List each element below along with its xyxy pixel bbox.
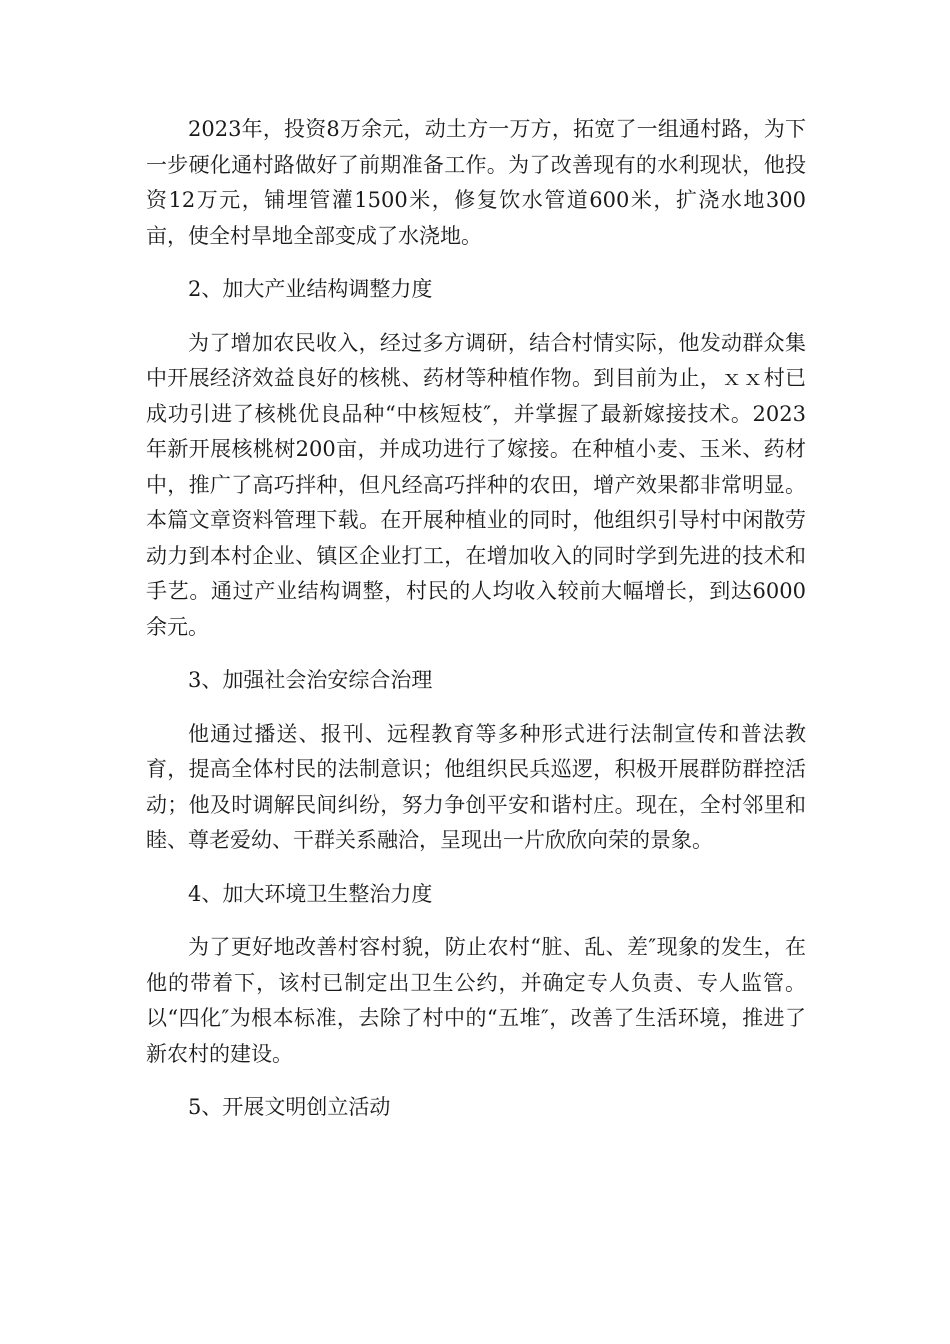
- paragraph-environment: 为了更好地改善村容村貌，防止农村“脏、乱、差″现象的发生，在他的带着下，该村已制定出卫生公约，并确定专人负责、专人监管。以“四化″为根本标准，去除了村中的“五堆″，改善了生活环境，推进了新农村的建设。: [146, 935, 806, 1066]
- section-heading-3: 3、加强社会治安综合治理: [188, 668, 433, 692]
- document-page: [146, 112, 806, 1144]
- section-heading-5: 5、开展文明创立活动: [188, 1095, 391, 1119]
- section-heading-4: 4、加大环境卫生整治力度: [188, 881, 433, 906]
- paragraph-security: 他通过播送、报刊、远程教育等多种形式进行法制宣传和普法教育，提高全体村民的法制意识；他组织民兵巡逻，积极开展群防群控活动；他及时调解民间纠纷，努力争创平安和谐村庄。现在，全村邻里和睦、尊老爱幼、干群关系融洽，呈现出一片欣欣向荣的景象。: [146, 721, 806, 852]
- paragraph-infrastructure: 2023年，投资8万余元，动土方一万方，拓宽了一组通村路，为下一步硬化通村路做好了前期准备工作。为了改善现有的水利现状，他投资12万元，铺埋管灌1500米，修复饮水管道600米，扩浇水地300亩，使全村旱地全部变成了水浇地。: [146, 117, 806, 248]
- paragraph-industry: 为了增加农民收入，经过多方调研，结合村情实际，他发动群众集中开展经济效益良好的核桃、药材等种植作物。到目前为止，ｘｘ村已成功引进了核桃优良品种“中核短枝″，并掌握了最新嫁接技术。2023年新开展核桃树200亩，并成功进行了嫁接。在种植小麦、玉米、药材中，推广了高巧拌种，但凡经高巧拌种的农田，增产效果都非常明显。本篇文章资料管理下载。在开展种植业的同时，他组织引导村中闲散劳动力到本村企业、镇区企业打工，在增加收入的同时学到先进的技术和手艺。通过产业结构调整，村民的人均收入较前大幅增长，到达6000余元。: [146, 330, 806, 639]
- section-heading-2: 2、加大产业结构调整力度: [188, 277, 433, 301]
